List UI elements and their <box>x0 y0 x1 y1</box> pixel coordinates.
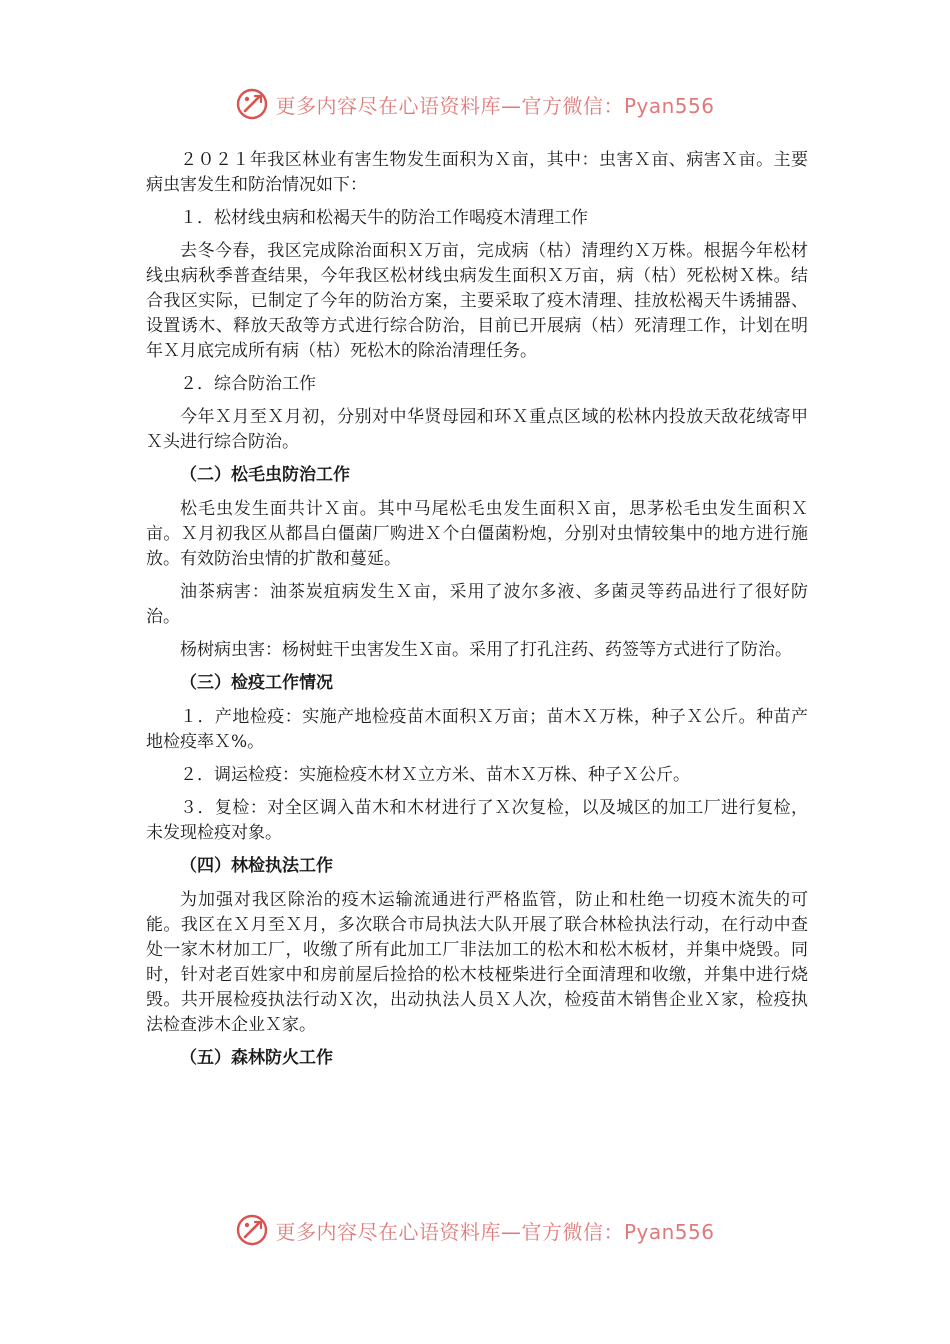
watermark-text: 更多内容尽在心语资料库—官方微信：Pyan556 <box>275 1219 715 1244</box>
section-heading: （四）林检执法工作 <box>180 856 333 876</box>
paragraph: 油茶病害：油茶炭疽病发生Ｘ亩，采用了波尔多液、多菌灵等药品进行了很好防治。 <box>146 582 808 627</box>
logo-icon <box>235 1213 269 1247</box>
paragraph: 今年Ｘ月至Ｘ月初，分别对中华贤母园和环Ｘ重点区域的松林内投放天敌花绒寄甲Ｘ头进行综合防治。 <box>146 407 808 452</box>
paragraph: １．产地检疫：实施产地检疫苗木面积Ｘ万亩；苗木Ｘ万株，种子Ｘ公斤。种苗产地检疫率Ｘ%。 <box>146 707 808 752</box>
watermark-header <box>0 82 950 126</box>
watermark-footer <box>0 1208 950 1252</box>
watermark-text: 更多内容尽在心语资料库—官方微信：Pyan556 <box>275 93 715 118</box>
paragraph: 为加强对我区除治的疫木运输流通进行严格监管，防止和杜绝一切疫木流失的可能。我区在Ｘ月至Ｘ月，多次联合市局执法大队开展了联合林检执法行动，在行动中查处一家木材加工厂，收缴了所有此加工厂非法加工的松木和松木板材，并集中烧毁。同时，针对老百姓家中和房前屋后捡拾的松木枝桠柴进行全面清理和收缴，并集中进行烧毁。共开展检疫执法行动Ｘ次，出动执法人员Ｘ人次，检疫苗木销售企业Ｘ家，检疫执法检查涉木企业Ｘ家。 <box>146 890 808 1035</box>
section-heading: （二）松毛虫防治工作 <box>180 465 350 485</box>
paragraph: 去冬今春，我区完成除治面积Ｘ万亩，完成病（枯）清理约Ｘ万株。根据今年松材线虫病秋季普查结果，今年我区松材线虫病发生面积Ｘ万亩，病（枯）死松树Ｘ株。结合我区实际，已制定了今年的防治方案，主要采取了疫木清理、挂放松褐天牛诱捕器、设置诱木、释放天敌等方式进行综合防治，目前已开展病（枯）死清理工作，计划在明年Ｘ月底完成所有病（枯）死松木的除治清理任务。 <box>146 241 808 361</box>
paragraph: 杨树病虫害：杨树蛀干虫害发生Ｘ亩。采用了打孔注药、药签等方式进行了防治。 <box>180 640 792 660</box>
document-body <box>146 148 808 1080</box>
paragraph: ３．复检：对全区调入苗木和木材进行了Ｘ次复检，以及城区的加工厂进行复检，未发现检疫对象。 <box>146 798 808 843</box>
paragraph: ２０２１年我区林业有害生物发生面积为Ｘ亩，其中：虫害Ｘ亩、病害Ｘ亩。主要病虫害发生和防治情况如下： <box>146 150 808 195</box>
paragraph: １．松材线虫病和松褐天牛的防治工作喝疫木清理工作 <box>180 208 588 228</box>
paragraph: ２．调运检疫：实施检疫木材Ｘ立方米、苗木Ｘ万株、种子Ｘ公斤。 <box>180 765 690 785</box>
paragraph: 松毛虫发生面共计Ｘ亩。其中马尾松毛虫发生面积Ｘ亩，思茅松毛虫发生面积Ｘ亩。Ｘ月初我区从都昌白僵菌厂购进Ｘ个白僵菌粉炮，分别对虫情较集中的地方进行施放。有效防治虫情的扩散和蔓延。 <box>146 499 808 569</box>
logo-icon <box>235 87 269 121</box>
section-heading: （三）检疫工作情况 <box>180 673 333 693</box>
section-heading: （五）森林防火工作 <box>180 1048 333 1068</box>
paragraph: ２．综合防治工作 <box>180 374 316 394</box>
